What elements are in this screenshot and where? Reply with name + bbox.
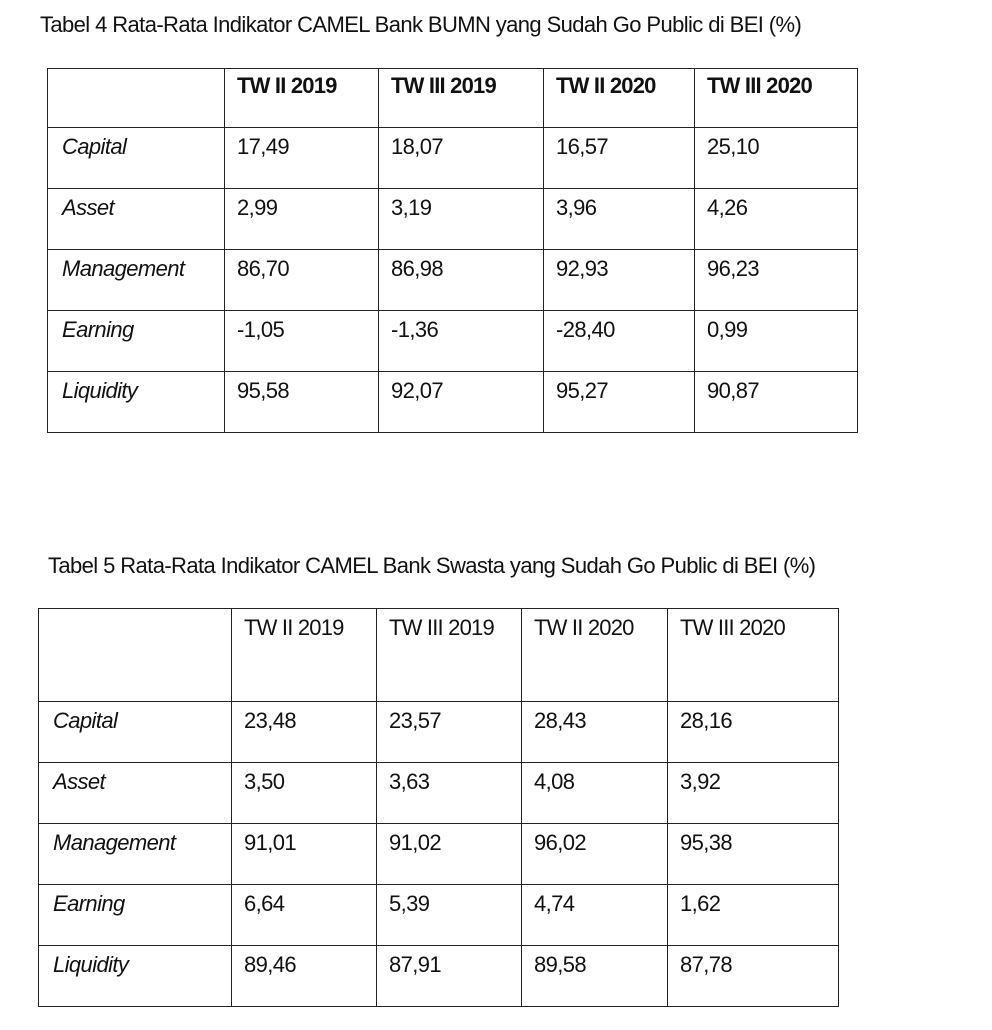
column-header: TW III 2020 <box>695 69 858 128</box>
column-header: TW III 2019 <box>379 69 544 128</box>
table-row <box>39 885 839 946</box>
table-cell: 25,10 <box>695 128 858 189</box>
table-cell: 0,99 <box>695 311 858 372</box>
table-cell: 2,99 <box>225 189 379 250</box>
table-cell: 87,78 <box>668 946 839 1007</box>
table-cell: 1,62 <box>668 885 839 946</box>
column-header: TW II 2019 <box>232 609 377 702</box>
header-row <box>48 69 858 128</box>
row-label: Liquidity <box>39 946 232 1007</box>
table-cell: 3,50 <box>232 763 377 824</box>
table-cell: 17,49 <box>225 128 379 189</box>
column-header: TW II 2020 <box>522 609 668 702</box>
table-cell: 86,98 <box>379 250 544 311</box>
table-cell: 95,58 <box>225 372 379 433</box>
table-cell: 92,93 <box>544 250 695 311</box>
table-cell: 28,43 <box>522 702 668 763</box>
table-cell: 95,27 <box>544 372 695 433</box>
table-row <box>48 372 858 433</box>
table-cell: 95,38 <box>668 824 839 885</box>
table-cell: 4,74 <box>522 885 668 946</box>
table-cell: 6,64 <box>232 885 377 946</box>
row-label: Earning <box>39 885 232 946</box>
table-row <box>39 702 839 763</box>
table-cell: -1,05 <box>225 311 379 372</box>
table-cell: 3,92 <box>668 763 839 824</box>
column-header: TW III 2020 <box>668 609 839 702</box>
table-row <box>48 128 858 189</box>
column-header: TW III 2019 <box>377 609 522 702</box>
table-cell: 89,46 <box>232 946 377 1007</box>
table-cell: 3,96 <box>544 189 695 250</box>
table-cell: 4,26 <box>695 189 858 250</box>
table-cell: 96,23 <box>695 250 858 311</box>
table-cell: 5,39 <box>377 885 522 946</box>
table-cell: 92,07 <box>379 372 544 433</box>
table-cell: 28,16 <box>668 702 839 763</box>
table-row <box>39 763 839 824</box>
table-row <box>48 189 858 250</box>
table-cell: 87,91 <box>377 946 522 1007</box>
table-cell: 86,70 <box>225 250 379 311</box>
table-cell: 91,01 <box>232 824 377 885</box>
table-5-camel-swasta <box>38 608 839 1007</box>
header-cell-empty <box>48 69 225 128</box>
column-header: TW II 2019 <box>225 69 379 128</box>
table-cell: 23,48 <box>232 702 377 763</box>
row-label: Asset <box>39 763 232 824</box>
row-label: Earning <box>48 311 225 372</box>
table-cell: -28,40 <box>544 311 695 372</box>
table-cell: 91,02 <box>377 824 522 885</box>
column-header: TW II 2020 <box>544 69 695 128</box>
table-cell: 16,57 <box>544 128 695 189</box>
table-row <box>48 250 858 311</box>
table-cell: 18,07 <box>379 128 544 189</box>
table-cell: 23,57 <box>377 702 522 763</box>
row-label: Asset <box>48 189 225 250</box>
table-cell: 89,58 <box>522 946 668 1007</box>
row-label: Capital <box>48 128 225 189</box>
table-cell: 3,63 <box>377 763 522 824</box>
table-4-camel-bumn <box>47 68 858 433</box>
row-label: Management <box>48 250 225 311</box>
table-row <box>39 946 839 1007</box>
header-row <box>39 609 839 702</box>
row-label: Liquidity <box>48 372 225 433</box>
table-cell: 3,19 <box>379 189 544 250</box>
table-cell: 96,02 <box>522 824 668 885</box>
table-row <box>39 824 839 885</box>
header-cell-empty <box>39 609 232 702</box>
table-4-title: Tabel 4 Rata-Rata Indikator CAMEL Bank BUMN yang Sudah Go Public di BEI (%) <box>40 12 802 37</box>
table-cell: 90,87 <box>695 372 858 433</box>
table-row <box>48 311 858 372</box>
row-label: Management <box>39 824 232 885</box>
table-cell: -1,36 <box>379 311 544 372</box>
row-label: Capital <box>39 702 232 763</box>
table-cell: 4,08 <box>522 763 668 824</box>
table-5-title: Tabel 5 Rata-Rata Indikator CAMEL Bank Swasta yang Sudah Go Public di BEI (%) <box>48 553 816 578</box>
